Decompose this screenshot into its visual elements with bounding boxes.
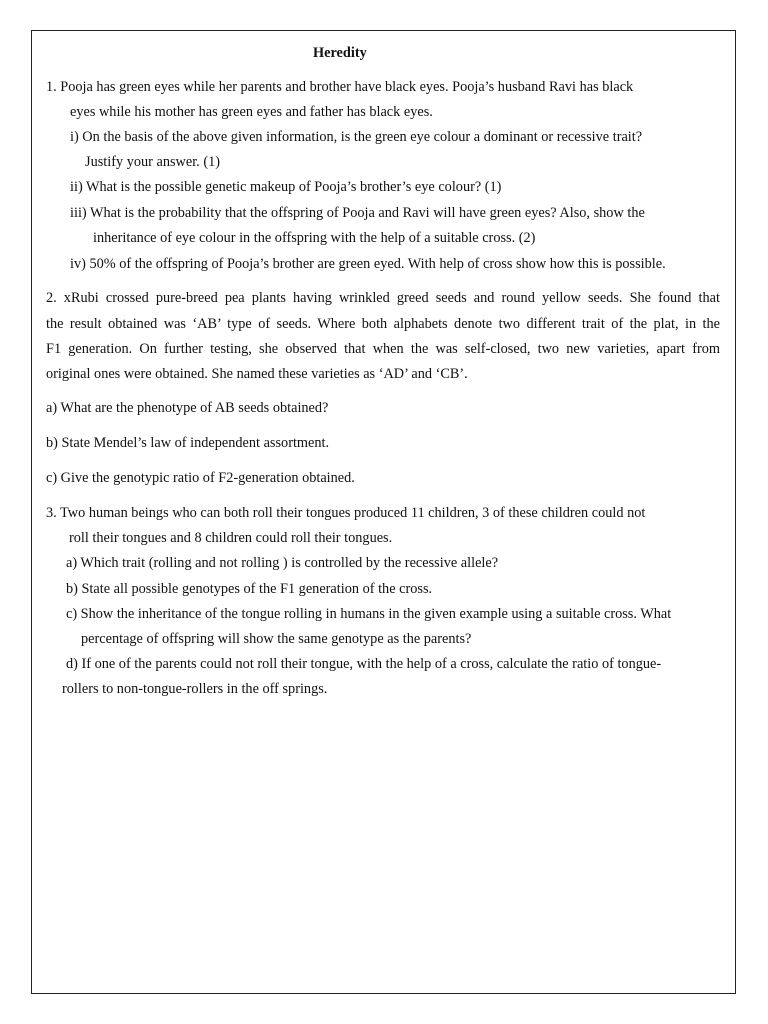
q2-para-line-3: F1 generation. On further testing, she observed that when the was self-closed, two new varieties, apart from <box>46 341 720 357</box>
q1-part-i-line-1: i) On the basis of the above given information, is the green eye colour a dominant or recessive trait? <box>70 129 643 145</box>
q3-part-a: a) Which trait (rolling and not rolling ) is controlled by the recessive allele? <box>66 555 499 571</box>
q3-part-b: b) State all possible genotypes of the F1 generation of the cross. <box>66 581 433 597</box>
q1-part-i-line-2: Justify your answer. (1) <box>85 154 221 170</box>
q3-intro-line-2: roll their tongues and 8 children could roll their tongues. <box>69 530 393 546</box>
q1-part-ii: ii) What is the possible genetic makeup of Pooja’s brother’s eye colour? (1) <box>70 179 502 195</box>
q1-part-iii-line-1: iii) What is the probability that the offspring of Pooja and Ravi will have green eyes? Also, show the <box>70 205 645 221</box>
q3-part-d-line-2: rollers to non-tongue-rollers in the off springs. <box>62 681 328 697</box>
q2-part-b: b) State Mendel’s law of independent assortment. <box>46 435 330 451</box>
q2-para-line-2: the result obtained was ‘AB’ type of seeds. Where both alphabets denote two different trait of the plat, in the <box>46 316 720 332</box>
q2-para-line-1: 2. xRubi crossed pure-breed pea plants having wrinkled greed seeds and round yellow seeds. She found that <box>46 290 720 306</box>
q3-part-c-line-1: c) Show the inheritance of the tongue rolling in humans in the given example using a suitable cross. What <box>66 606 672 622</box>
q2-para-line-4: original ones were obtained. She named these varieties as ‘AD’ and ‘CB’. <box>46 366 468 382</box>
q2-part-a: a) What are the phenotype of AB seeds obtained? <box>46 400 329 416</box>
q1-intro-line-2: eyes while his mother has green eyes and father has black eyes. <box>70 104 433 120</box>
q3-part-c-line-2: percentage of offspring will show the same genotype as the parents? <box>81 631 472 647</box>
q1-intro-line-1: 1. Pooja has green eyes while her parents and brother have black eyes. Pooja’s husband Ravi has black <box>46 79 634 95</box>
q1-part-iv: iv) 50% of the offspring of Pooja’s brother are green eyed. With help of cross show how this is possible. <box>70 256 666 272</box>
page-title: Heredity <box>313 45 367 61</box>
q1-part-iii-line-2: inheritance of eye colour in the offspring with the help of a suitable cross. (2) <box>93 230 536 246</box>
q2-part-c: c) Give the genotypic ratio of F2-generation obtained. <box>46 470 355 486</box>
q3-part-d-line-1: d) If one of the parents could not roll their tongue, with the help of a cross, calculate the ratio of tongue- <box>66 656 662 672</box>
q3-intro-line-1: 3. Two human beings who can both roll their tongues produced 11 children, 3 of these children could not <box>46 505 646 521</box>
